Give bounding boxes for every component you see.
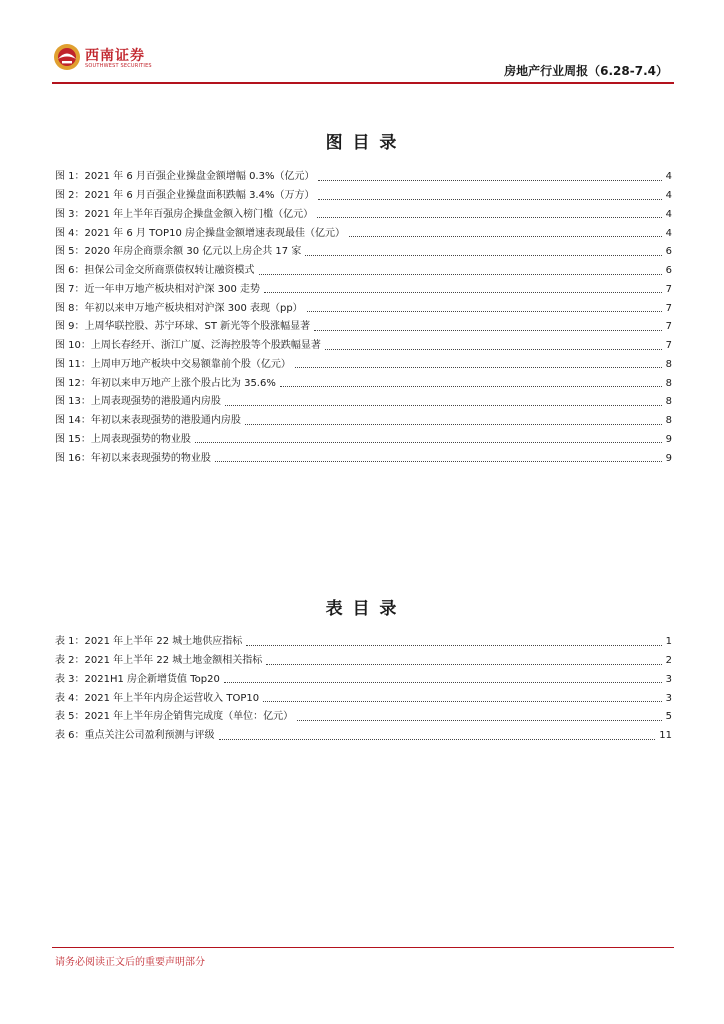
figure-entry[interactable]: [55, 224, 672, 243]
figure-entry[interactable]: [55, 356, 672, 375]
brand-name-cn: 西南证券: [85, 48, 145, 64]
figure-entry-page: 8: [665, 396, 672, 408]
table-entry-page: 5: [665, 711, 672, 723]
figure-entry-page: 4: [665, 171, 672, 183]
figure-entry-page: 8: [665, 358, 672, 370]
figure-entry[interactable]: [55, 262, 672, 281]
figure-entry[interactable]: [55, 168, 672, 187]
dot-leader: [314, 330, 661, 331]
dot-leader: [318, 199, 661, 200]
figure-entry-label: 图 1：2021 年 6 月百强企业操盘金额增幅 0.3%（亿元）: [55, 171, 315, 183]
figure-list: [55, 168, 672, 468]
figure-entry[interactable]: [55, 281, 672, 300]
figure-entry[interactable]: [55, 412, 672, 431]
table-list-title: 表 目 录: [325, 599, 399, 619]
figure-entry-label: 图 15：上周表现强势的物业股: [55, 433, 191, 445]
table-entry-page: 3: [665, 673, 672, 685]
figure-entry-page: 7: [665, 302, 672, 314]
figure-entry-label: 图 4：2021 年 6 月 TOP10 房企操盘金额增速表现最佳（亿元）: [55, 227, 345, 239]
figure-entry[interactable]: [55, 206, 672, 225]
table-entry-page: 1: [665, 636, 672, 648]
dot-leader: [246, 645, 661, 646]
table-entry[interactable]: [55, 671, 672, 690]
dot-leader: [280, 386, 662, 387]
dot-leader: [305, 255, 661, 256]
dot-leader: [263, 701, 662, 702]
dot-leader: [245, 424, 662, 425]
figure-entry-label: 图 11：上周申万地产板块中交易额靠前个股（亿元）: [55, 358, 291, 370]
figure-entry[interactable]: [55, 393, 672, 412]
figure-entry-label: 图 12：年初以来申万地产上涨个股占比为 35.6%: [55, 377, 276, 389]
figure-entry-label: 图 8：年初以来申万地产板块相对沪深 300 表现（pp）: [55, 302, 303, 314]
dot-leader: [297, 720, 661, 721]
figure-entry-label: 图 13：上周表现强势的港股通内房股: [55, 396, 221, 408]
figure-entry[interactable]: [55, 243, 672, 262]
report-title: 房地产行业周报（6.28-7.4）: [504, 64, 668, 78]
dot-leader: [318, 180, 661, 181]
figure-entry-label: 图 14：年初以来表现强势的港股通内房股: [55, 415, 241, 427]
table-entry[interactable]: [55, 633, 672, 652]
dot-leader: [349, 236, 662, 237]
figure-entry[interactable]: [55, 374, 672, 393]
table-entry[interactable]: [55, 652, 672, 671]
header-divider: [52, 82, 674, 84]
table-entry-label: 表 3：2021H1 房企新增货值 Top20: [55, 673, 220, 685]
table-entry-page: 2: [665, 655, 672, 667]
brand-logo-icon: [52, 42, 82, 72]
figure-entry-page: 6: [665, 265, 672, 277]
dot-leader: [259, 274, 662, 275]
table-entry-label: 表 2：2021 年上半年 22 城土地金额相关指标: [55, 655, 263, 667]
figure-entry-page: 4: [665, 227, 672, 239]
dot-leader: [317, 217, 661, 218]
brand-logo: [52, 42, 152, 76]
figure-entry-page: 7: [665, 340, 672, 352]
figure-entry-label: 图 5：2020 年房企商票余额 30 亿元以上房企共 17 家: [55, 246, 302, 258]
figure-entry-label: 图 2：2021 年 6 月百强企业操盘面积跌幅 3.4%（万方）: [55, 190, 315, 202]
table-entry-label: 表 1：2021 年上半年 22 城土地供应指标: [55, 636, 243, 648]
table-entry-label: 表 5：2021 年上半年房企销售完成度（单位：亿元）: [55, 711, 294, 723]
dot-leader: [219, 739, 656, 740]
figure-entry-label: 图 6：担保公司金交所商票债权转让融资模式: [55, 265, 255, 277]
brand-name-en: SOUTHWEST SECURITIES: [85, 63, 152, 69]
figure-entry-page: 7: [665, 283, 672, 295]
dot-leader: [215, 461, 662, 462]
figure-entry-label: 图 16：年初以来表现强势的物业股: [55, 452, 211, 464]
figure-entry-label: 图 3：2021 年上半年百强房企操盘金额入榜门槛（亿元）: [55, 208, 314, 220]
dot-leader: [307, 311, 662, 312]
table-entry[interactable]: [55, 727, 672, 746]
figure-entry-page: 6: [665, 246, 672, 258]
figure-entry[interactable]: [55, 187, 672, 206]
figure-entry-page: 7: [665, 321, 672, 333]
figure-entry-page: 9: [665, 452, 672, 464]
figure-entry[interactable]: [55, 431, 672, 450]
figure-entry-page: 8: [665, 377, 672, 389]
dot-leader: [325, 349, 662, 350]
footer-disclaimer: 请务必阅读正文后的重要声明部分: [55, 957, 205, 968]
figure-entry-page: 8: [665, 415, 672, 427]
table-entry[interactable]: [55, 708, 672, 727]
dot-leader: [195, 442, 662, 443]
figure-entry-label: 图 9：上周华联控股、苏宁环球、ST 新光等个股涨幅显著: [55, 321, 311, 333]
dot-leader: [225, 405, 662, 406]
table-list: [55, 633, 672, 746]
dot-leader: [295, 367, 662, 368]
table-entry-label: 表 6：重点关注公司盈利预测与评级: [55, 730, 215, 742]
figure-list-title: 图 目 录: [325, 133, 399, 153]
table-entry[interactable]: [55, 689, 672, 708]
figure-entry[interactable]: [55, 299, 672, 318]
footer-divider: [52, 947, 674, 948]
table-entry-page: 11: [659, 730, 672, 742]
figure-entry-page: 9: [665, 433, 672, 445]
figure-entry[interactable]: [55, 318, 672, 337]
figure-entry-page: 4: [665, 208, 672, 220]
figure-entry[interactable]: [55, 337, 672, 356]
figure-entry[interactable]: [55, 449, 672, 468]
figure-entry-label: 图 7：近一年申万地产板块相对沪深 300 走势: [55, 283, 260, 295]
dot-leader: [224, 682, 662, 683]
figure-entry-label: 图 10：上周长春经开、浙江广厦、泛海控股等个股跌幅显著: [55, 340, 321, 352]
figure-entry-page: 4: [665, 190, 672, 202]
table-entry-page: 3: [665, 692, 672, 704]
dot-leader: [266, 664, 661, 665]
dot-leader: [264, 292, 662, 293]
table-entry-label: 表 4：2021 年上半年内房企运营收入 TOP10: [55, 692, 260, 704]
